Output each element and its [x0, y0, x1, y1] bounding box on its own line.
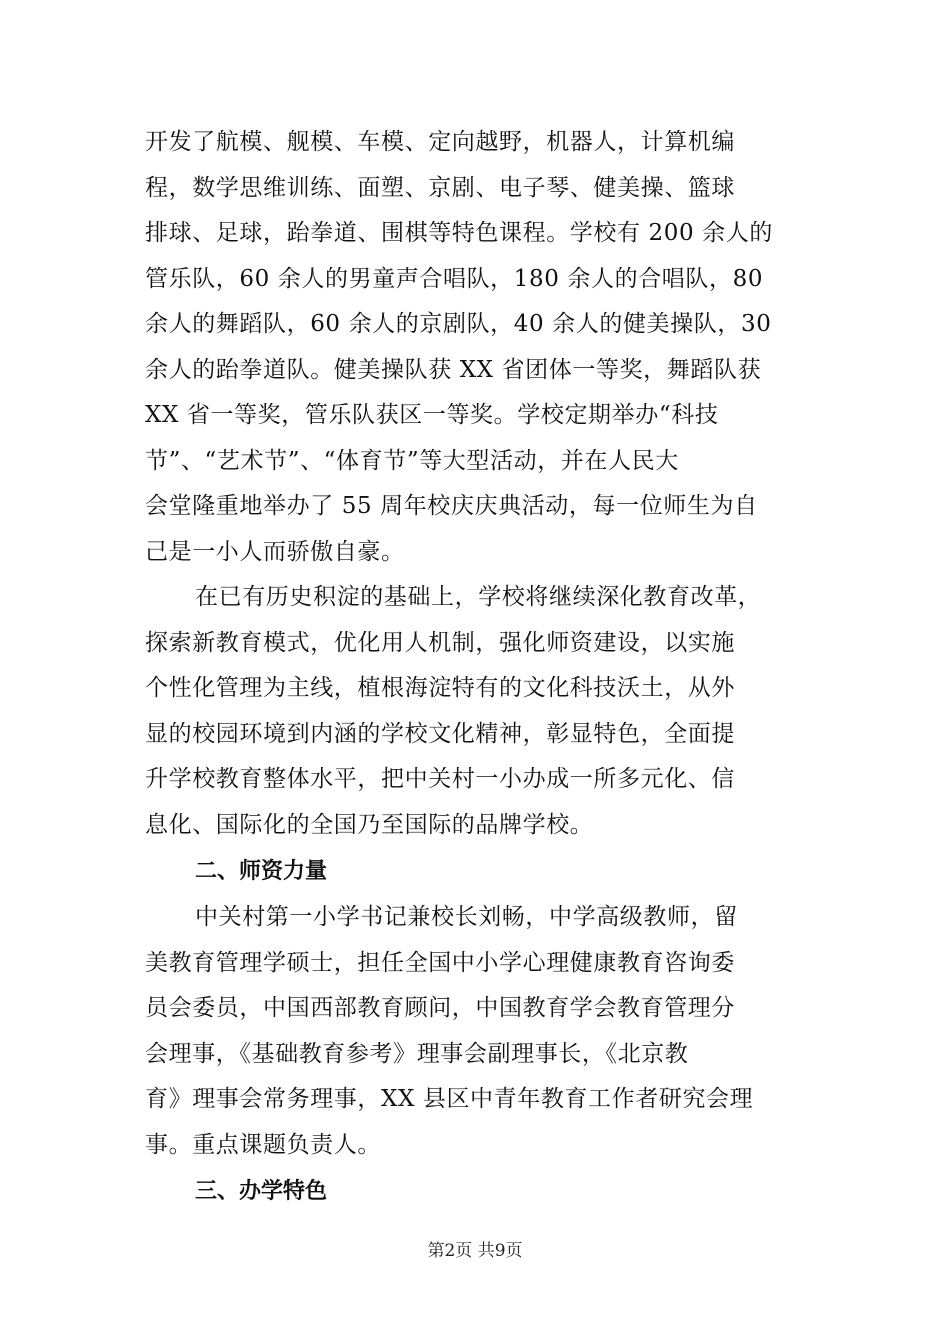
text-line: 开发了航模、舰模、车模、定向越野，机器人，计算机编 [145, 129, 735, 155]
text-line: 个性化管理为主线，植根海淀特有的文化科技沃土，从外 [145, 675, 735, 701]
page-number-footer: 第2页 共9页 [427, 1241, 523, 1261]
text-line: 育》理事会常务理事，XX 县区中青年教育工作者研究会理 [145, 1086, 754, 1112]
text-line: 中关村第一小学书记兼校长刘畅，中学高级教师，留 [195, 904, 738, 930]
paragraph-faculty [145, 895, 805, 1168]
text-line: 会堂隆重地举办了 55 周年校庆庆典活动，每一位师生为自 [145, 493, 758, 519]
paragraph-future [145, 575, 805, 848]
text-line: 会理事，《基础教育参考》理事会副理事长，《北京教 [145, 1040, 689, 1067]
text-line: 息化、国际化的全国乃至国际的品牌学校。 [145, 811, 594, 838]
text-line: 探索新教育模式，优化用人机制，强化师资建设，以实施 [145, 629, 735, 656]
text-line: XX 省一等奖，管乐队获区一等奖。学校定期举办“科技 [145, 402, 719, 428]
text-line: 己是一小人而骄傲自豪。 [145, 538, 405, 565]
text-line: 余人的跆拳道队。健美操队获 XX 省团体一等奖，舞蹈队获 [145, 356, 762, 383]
text-line: 节”、“艺术节”、“体育节”等大型活动，并在人民大 [145, 447, 679, 474]
text-line: 显的校园环境到内涵的学校文化精神，彰显特色，全面提 [145, 720, 735, 747]
document-body [145, 120, 805, 1215]
text-line: 升学校教育整体水平，把中关村一小办成一所多元化、信 [145, 766, 735, 792]
text-line: 员会委员，中国西部教育顾问，中国教育学会教育管理分 [145, 995, 735, 1021]
text-line: 在已有历史积淀的基础上，学校将继续深化教育改革， [195, 584, 762, 610]
section-heading-features: 三、办学特色 [195, 1179, 328, 1204]
section-heading-faculty: 二、师资力量 [195, 859, 328, 884]
paragraph-activities [145, 120, 805, 575]
text-line: 程，数学思维训练、面塑、京剧、电子琴、健美操、篮球 [145, 174, 735, 201]
text-line: 排球、足球，跆拳道、围棋等特色课程。学校有 200 余人的 [145, 220, 773, 246]
text-line: 管乐队，60 余人的男童声合唱队，180 余人的合唱队，80 [145, 265, 764, 292]
text-line: 美教育管理学硕士，担任全国中小学心理健康教育咨询委 [145, 949, 735, 976]
text-line: 事。重点课题负责人。 [145, 1131, 381, 1158]
text-line: 余人的舞蹈队，60 余人的京剧队，40 余人的健美操队，30 [145, 311, 772, 337]
